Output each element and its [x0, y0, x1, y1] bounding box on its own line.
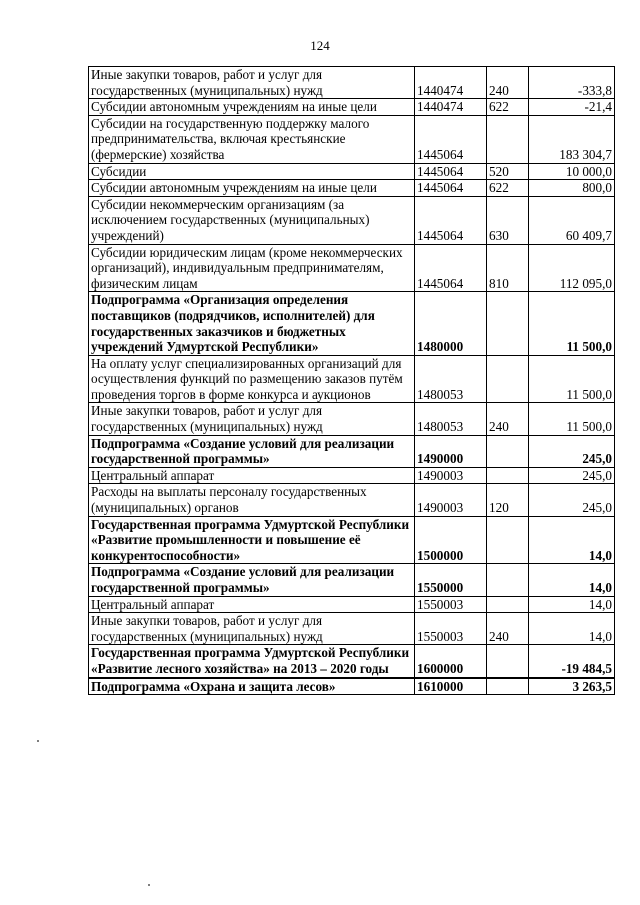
row-name: Субсидии — [89, 163, 415, 180]
row-code: 1600000 — [415, 645, 487, 678]
row-amount: 245,0 — [529, 467, 615, 484]
row-amount: 10 000,0 — [529, 163, 615, 180]
row-type: 630 — [487, 196, 529, 244]
row-name: Субсидии автономным учреждениям на иные цели — [89, 180, 415, 197]
row-name: Подпрограмма «Создание условий для реализации государственной программы» — [89, 435, 415, 467]
table-row — [89, 355, 615, 403]
table-row — [89, 403, 615, 435]
row-name: Субсидии автономным учреждениям на иные цели — [89, 99, 415, 116]
table-row — [89, 645, 615, 678]
row-name: Подпрограмма «Организация определения поставщиков (подрядчиков, исполнителей) для государственных заказчиков и бюджетных учреждений Удмуртской Республики» — [89, 292, 415, 355]
row-code: 1445064 — [415, 244, 487, 292]
row-type — [487, 678, 529, 695]
row-type: 622 — [487, 99, 529, 116]
row-amount: 800,0 — [529, 180, 615, 197]
row-code: 1490000 — [415, 435, 487, 467]
page-number: 124 — [310, 38, 330, 53]
table-row — [89, 180, 615, 197]
row-type: 240 — [487, 67, 529, 99]
row-amount: 245,0 — [529, 484, 615, 516]
row-code: 1480053 — [415, 403, 487, 435]
table-row — [89, 292, 615, 355]
table-row — [89, 435, 615, 467]
table-row — [89, 613, 615, 645]
row-amount: 3 263,5 — [529, 678, 615, 695]
row-amount: 11 500,0 — [529, 355, 615, 403]
table-row — [89, 467, 615, 484]
table-row — [89, 484, 615, 516]
row-type: 240 — [487, 403, 529, 435]
row-code: 1480000 — [415, 292, 487, 355]
row-code: 1445064 — [415, 115, 487, 163]
row-name: Субсидии на государственную поддержку малого предпринимательства, включая крестьянские (фермерские) хозяйства — [89, 115, 415, 163]
row-type — [487, 435, 529, 467]
table-row — [89, 99, 615, 116]
row-type: 120 — [487, 484, 529, 516]
row-code: 1490003 — [415, 484, 487, 516]
row-type: 810 — [487, 244, 529, 292]
row-amount: -333,8 — [529, 67, 615, 99]
row-type: 240 — [487, 613, 529, 645]
row-type — [487, 115, 529, 163]
row-amount: -21,4 — [529, 99, 615, 116]
table-row — [89, 67, 615, 99]
scan-speck — [37, 740, 39, 742]
table-row — [89, 564, 615, 596]
row-name: Центральный аппарат — [89, 596, 415, 613]
row-name: Государственная программа Удмуртской Республики «Развитие лесного хозяйства» на 2013 – 2020 годы — [89, 645, 415, 678]
row-type — [487, 355, 529, 403]
row-name: Государственная программа Удмуртской Республики «Развитие промышленности и повышение её конкурентоспособности» — [89, 516, 415, 564]
row-type — [487, 596, 529, 613]
row-type — [487, 564, 529, 596]
row-amount: 60 409,7 — [529, 196, 615, 244]
row-type — [487, 467, 529, 484]
row-name: Субсидии некоммерческим организациям (за исключением государственных (муниципальных) учреждений) — [89, 196, 415, 244]
row-amount: 11 500,0 — [529, 292, 615, 355]
row-code: 1550003 — [415, 596, 487, 613]
row-amount: -19 484,5 — [529, 645, 615, 678]
table-row — [89, 196, 615, 244]
row-name: Центральный аппарат — [89, 467, 415, 484]
row-name: Иные закупки товаров, работ и услуг для государственных (муниципальных) нужд — [89, 67, 415, 99]
row-code: 1500000 — [415, 516, 487, 564]
row-code: 1440474 — [415, 99, 487, 116]
row-name: Подпрограмма «Создание условий для реализации государственной программы» — [89, 564, 415, 596]
row-amount: 14,0 — [529, 516, 615, 564]
row-amount: 112 095,0 — [529, 244, 615, 292]
row-code: 1550003 — [415, 613, 487, 645]
row-amount: 245,0 — [529, 435, 615, 467]
row-code: 1445064 — [415, 180, 487, 197]
row-type — [487, 645, 529, 678]
row-code: 1610000 — [415, 678, 487, 695]
table-row — [89, 244, 615, 292]
row-code: 1445064 — [415, 163, 487, 180]
row-code: 1480053 — [415, 355, 487, 403]
table-row — [89, 678, 615, 695]
row-type — [487, 516, 529, 564]
table-body — [89, 67, 615, 695]
row-code: 1550000 — [415, 564, 487, 596]
scan-speck — [148, 884, 150, 886]
row-type: 622 — [487, 180, 529, 197]
table-row — [89, 596, 615, 613]
row-name: Подпрограмма «Охрана и защита лесов» — [89, 678, 415, 695]
table-row — [89, 115, 615, 163]
row-type: 520 — [487, 163, 529, 180]
row-name: Иные закупки товаров, работ и услуг для государственных (муниципальных) нужд — [89, 613, 415, 645]
row-code: 1445064 — [415, 196, 487, 244]
row-code: 1490003 — [415, 467, 487, 484]
table-row — [89, 163, 615, 180]
row-amount: 14,0 — [529, 613, 615, 645]
row-name: На оплату услуг специализированных организаций для осуществления функций по размещению заказов путём проведения торгов в форме конкурса и аукционов — [89, 355, 415, 403]
row-name: Расходы на выплаты персоналу государственных (муниципальных) органов — [89, 484, 415, 516]
table-row — [89, 516, 615, 564]
row-amount: 14,0 — [529, 596, 615, 613]
row-code: 1440474 — [415, 67, 487, 99]
row-amount: 183 304,7 — [529, 115, 615, 163]
row-amount: 14,0 — [529, 564, 615, 596]
budget-table — [88, 66, 615, 695]
row-name: Субсидии юридическим лицам (кроме некоммерческих организаций), индивидуальным предпринимателям, физическим лицам — [89, 244, 415, 292]
row-type — [487, 292, 529, 355]
row-amount: 11 500,0 — [529, 403, 615, 435]
row-name: Иные закупки товаров, работ и услуг для государственных (муниципальных) нужд — [89, 403, 415, 435]
